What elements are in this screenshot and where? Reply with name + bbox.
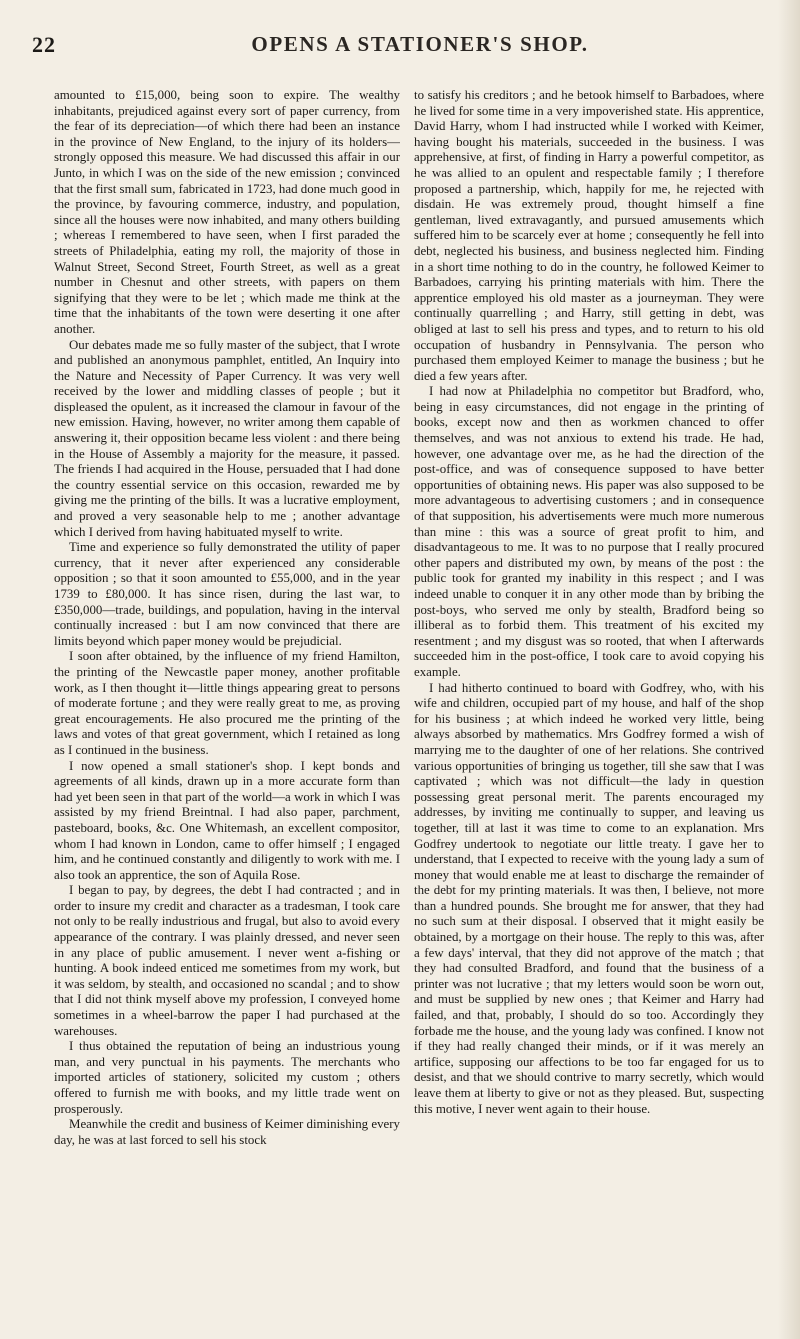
left-text-column xyxy=(54,88,400,1325)
page-edge-shadow xyxy=(778,0,800,1339)
paragraph: Meanwhile the credit and business of Keimer diminishing every day, he was at last forced to sell his stock xyxy=(54,1117,400,1147)
running-title: OPENS A STATIONER'S SHOP. xyxy=(251,32,589,56)
paragraph: I soon after obtained, by the influence of my friend Hamilton, the printing of the Newcastle paper money, another profitable work, as I then thought it—little things appearing great to persons of moderate fortune ; and they were really great to me, as proving great encouragements. He also procured me the printing of the laws and votes of that great government, which I retained as long as I continued in the business. xyxy=(54,649,400,757)
paragraph: Our debates made me so fully master of the subject, that I wrote and published an anonymous pamphlet, entitled, An Inquiry into the Nature and Necessity of Paper Currency. It was very well received by the lower and middling classes of people ; but it displeased the opulent, as it increased the clamour in favour of the new emission. Having, however, no writer among them capable of answering it, their opposition became less violent : and there being in the House of Assembly a majority for the measure, it passed. The friends I had acquired in the House, persuaded that I had done the country essential service on this occasion, rewarded me by giving me the printing of the bills. It was a lucrative employment, and proved a very seasonable help to me ; another advantage which I derived from having habituated myself to write. xyxy=(54,337,400,539)
page-header xyxy=(0,22,800,62)
paragraph: I began to pay, by degrees, the debt I had contracted ; and in order to insure my credit and character as a tradesman, I took care not only to be really industrious and frugal, but also to avoid every appearance of the contrary. I was plainly dressed, and never seen in any place of public amusement. I never went a-fishing or hunting. A book indeed enticed me sometimes from my work, but it was seldom, by stealth, and occasioned no scandal ; and to show that I did not think myself above my profession, I conveyed home sometimes in a wheel-barrow the paper I had purchased at the warehouses. xyxy=(54,883,400,1038)
paragraph: I now opened a small stationer's shop. I kept bonds and agreements of all kinds, drawn up in a more accurate form than had yet been seen in that part of the world—a work in which I was assisted by my friend Breintnal. I had also paper, parchment, pasteboard, books, &c. One Whitemash, an excellent compositor, whom I had known in London, came to offer himself ; I engaged him, and he continued constantly and diligently to work with me. I also took an apprentice, the son of Aquila Rose. xyxy=(54,758,400,882)
paragraph: amounted to £15,000, being soon to expire. The wealthy inhabitants, prejudiced against every sort of paper currency, from the fear of its depreciation—of which there had been an instance in the province of New England, to the injury of its holders—strongly opposed this measure. We had discussed this affair in our Junto, in which I was on the side of the new emission ; convinced that the first small sum, fabricated in 1723, had done much good in the province, by favouring commerce, industry, and population, since all the houses were now inhabited, and many others building ; whereas I remembered to have seen, when I first paraded the streets of Philadelphia, eating my roll, the majority of those in Walnut Street, Second Street, Fourth Street, as well as a great number in Chesnut and other streets, with papers on them signifying that they were to be let ; which made me think at the time that the inhabitants of the town were deserting it one after another. xyxy=(54,88,400,336)
page-number: 22 xyxy=(32,32,56,57)
paragraph: I had now at Philadelphia no competitor but Bradford, who, being in easy circumstances, did not engage in the printing of books, except now and then as workmen chanced to offer themselves, and was not anxious to extend his trade. He had, however, one advantage over me, as he had the direction of the post-office, and was of consequence supposed to have better opportunities of obtaining news. His paper was also supposed to be more advantageous to advertising customers ; and in consequence of that supposition, his advertisements were much more numerous than mine : this was a source of great profit to him, and disadvantageous to me. It was to no purpose that I really procured other papers and distributed my own, by means of the post : the public took for granted my inability in this respect ; and I was indeed unable to conquer it in any other mode than by bribing the post-boys, who served me only by stealth, Bradford being so illiberal as to forbid them. This treatment of his excited my resentment ; and my disgust was so rooted, that when I afterwards succeeded him in the post-office, I took care to avoid copying his example. xyxy=(414,384,764,679)
paragraph: I thus obtained the reputation of being an industrious young man, and very punctual in his payments. The merchants who imported articles of stationery, solicited my custom ; others offered to furnish me with books, and my little trade went on prosperously. xyxy=(54,1039,400,1116)
right-text-column xyxy=(414,88,764,1325)
paragraph: I had hitherto continued to board with Godfrey, who, with his wife and children, occupied part of my house, and half of the shop for his business ; at which indeed he worked very little, being always absorbed by mathematics. Mrs Godfrey formed a wish of marrying me to the daughter of one of her relations. She contrived various opportunities of bringing us together, till she saw that I was captivated ; which was not difficult—the lady in question possessing great personal merit. The parents encouraged my addresses, by inviting me continually to supper, and leaving us together, till at last it was time to come to an explanation. Mrs Godfrey undertook to negotiate our little treaty. I gave her to understand, that I expected to receive with the young lady a sum of money that would enable me at least to discharge the remainder of the debt for my printing materials. It was then, I believe, not more than a hundred pounds. She brought me for answer, that they had no such sum at their disposal. I observed that it might easily be obtained, by a mortgage on their house. The reply to this was, after a few days' interval, that they did not approve of the match ; that they had consulted Bradford, and found that the business of a printer was not lucrative ; that my letters would soon be worn out, and must be supplied by new ones ; that Keimer and Harry had failed, and that, probably, I should do so too. Accordingly they forbade me the house, and the young lady was confined. I know not if they had really changed their minds, or if it was merely an artifice, supposing our affections to be too far engaged for us to desist, and that we should contrive to marry secretly, which would leave them at liberty to give or not as they pleased. But, suspecting this motive, I never went again to their house. xyxy=(414,680,764,1116)
paragraph: to satisfy his creditors ; and he betook himself to Barbadoes, where he lived for some time in a very impoverished state. His apprentice, David Harry, whom I had instructed while I worked with Keimer, having bought his materials, succeeded in the business. I was apprehensive, at first, of finding in Harry a powerful competitor, as he was allied to an opulent and respectable family ; I therefore proposed a partnership, which, happily for me, he rejected with disdain. He was extremely proud, thought himself a fine gentleman, lived extravagantly, and pursued amusements which suffered him to be scarcely ever at home ; consequently he fell into debt, neglected his business, and business neglected him. Finding in a short time nothing to do in the country, he followed Keimer to Barbadoes, carrying his printing materials with him. There the apprentice employed his old master as a journeyman. They were continually quarrelling ; and Harry, still getting in debt, was obliged at last to sell his press and types, and to return to his old occupation of husbandry in Pennsylvania. The person who purchased them employed Keimer to manage the business ; but he died a few years after. xyxy=(414,88,764,383)
paragraph: Time and experience so fully demonstrated the utility of paper currency, that it never after experienced any considerable opposition ; so that it soon amounted to £55,000, and in the year 1739 to £80,000. It has since risen, during the last war, to £350,000—trade, buildings, and population, having in the interval continually increased : but I am now convinced that there are limits beyond which paper money would be prejudicial. xyxy=(54,540,400,648)
